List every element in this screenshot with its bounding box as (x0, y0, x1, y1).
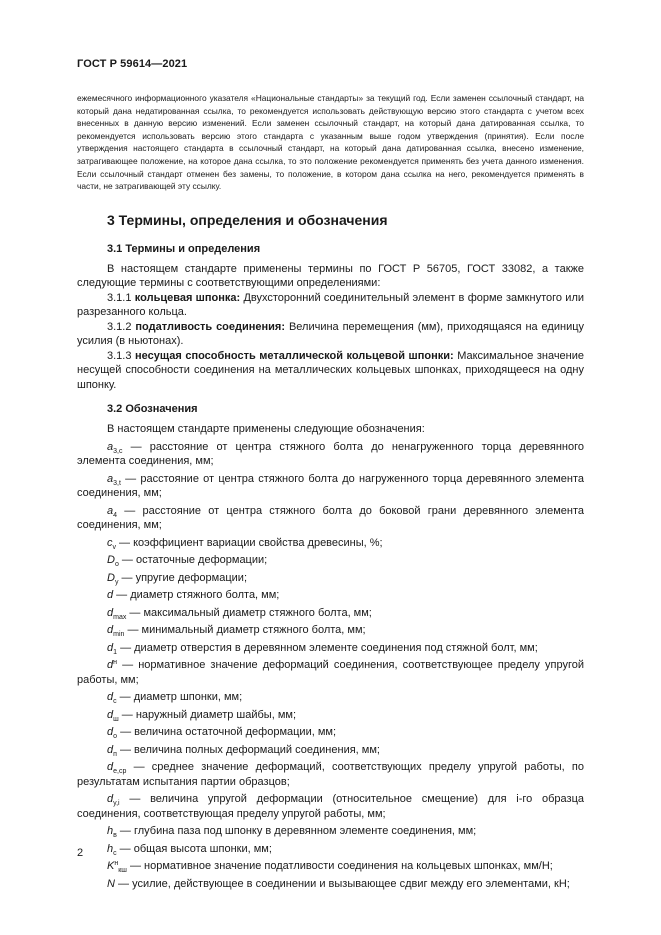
page-number: 2 (77, 847, 84, 859)
symbol-item: $D_y$ — упругие деформации; (107, 571, 247, 586)
symbol-item: $d_п$ — величина полных деформаций соединения, мм; (107, 743, 380, 758)
symbol-item: $d_{e,cp}$ — среднее значение деформаций, соответствующих пределу упругой работы, по результатам испытания партии образцов; (77, 761, 584, 788)
symbol-item: $d_ш$ — наружный диаметр шайбы, мм; (107, 708, 297, 723)
section-3-title: 3 Термины, определения и обозначения (107, 211, 388, 228)
symbol-item: $a_{3,t}$ — расстояние от центра стяжного болта до нагруженного торца деревянного элемента соединения, мм; (77, 472, 584, 500)
intro-paragraph: ежемесячного информационного указателя «Национальные стандарты» за текущий год. Если заменен ссылочный стандарт, на который дана недатированная ссылка, то рекомендуется использовать действующую версию этого стандарта с учетом всех внесенных в данную версию изменений. Если заменен ссылочный стандарт, на который дана датированная ссылка, то рекомендуется использовать версию этого стандарта с указанным выше годом утверждения (принятия). Если после утверждения настоящего стандарта в ссылочный стандарт, на который дана датированная ссылка, внесено изменение, затрагивающее положение, на которое дана ссылка, то это положение рекомендуется применять без учета данного изменения. Если ссылочный стандарт отменен без замены, то положение, в котором дана ссылка на него, рекомендуется применять в части, не затрагивающей эту ссылку. (77, 93, 584, 192)
document-header: ГОСТ Р 59614—2021 (77, 58, 188, 70)
symbol-item: N — усилие, действующее в соединении и вызывающее сдвиг между его элементами, кН; (107, 877, 570, 890)
symbol-item: $d_{max}$ — максимальный диаметр стяжного болта, мм; (107, 606, 372, 621)
symbol-item: $a_4$ — расстояние от центра стяжного болта до боковой грани деревянного элемента соединения, мм; (77, 504, 584, 532)
term-item: 3.1.2 податливость соединения: Величина перемещения (мм), приходящаяся на единицу усилия (в ньютонах). (77, 320, 585, 348)
symbol-item: $d_o$ — величина остаточной деформации, мм; (107, 726, 337, 741)
subsection-3-2-title: 3.2 Обозначения (107, 403, 198, 416)
symbol-item: $d^н$ — нормативное значение деформаций соединения, соответствующее пределу упругой работы, мм; (77, 659, 584, 686)
symbol-item: $h_c$ — общая высота шпонки, мм; (107, 842, 272, 857)
symbol-item: $d_1$ — диаметр отверстия в деревянном элементе соединения под стяжной болт, мм; (107, 641, 538, 656)
symbol-item: $a_{3,c}$ — расстояние от центра стяжного болта до ненагруженного торца деревянного элемента соединения, мм; (77, 440, 584, 468)
terms-intro: В настоящем стандарте применены термины по ГОСТ Р 56705, ГОСТ 33082, а также следующие термины с соответствующими определениями: (77, 262, 584, 290)
term-item: 3.1.1 кольцевая шпонка: Двухсторонний соединительный элемент в форме замкнутого или разрезанного кольца. (77, 291, 585, 319)
symbol-item: d — диаметр стяжного болта, мм; (107, 589, 280, 602)
page-content (77, 92, 584, 891)
symbol-item: $D_o$ — остаточные деформации; (107, 554, 268, 569)
symbols-list (77, 440, 584, 892)
symbol-item: $d_{min}$ — минимальный диаметр стяжного болта, мм; (107, 624, 366, 639)
term-item: 3.1.3 несущая способность металлической кольцевой шпонки: Максимальное значение несущей способности соединения на металлических кольцевых шпонках, приходящееся на одну шпонку. (77, 349, 585, 391)
symbol-item: $d_{y,i}$ — величина упругой деформации (относительное смещение) для i-го образца соединения, соответствующая пределу упругой работы, мм; (77, 793, 584, 820)
symbol-item: $K^н_{кш}$ — нормативное значение податливости соединения на кольцевых шпонках, мм/Н; (107, 860, 553, 875)
symbol-item: $c_v$ — коэффициент вариации свойства древесины, %; (107, 536, 383, 551)
symbol-item: $d_c$ — диаметр шпонки, мм; (107, 691, 243, 706)
symbols-intro: В настоящем стандарте применены следующие обозначения: (107, 423, 425, 436)
terms-list (77, 291, 584, 393)
subsection-3-1-title: 3.1 Термины и определения (107, 242, 261, 255)
symbol-item: $h_в$ — глубина паза под шпонку в деревянном элементе соединения, мм; (107, 825, 477, 840)
